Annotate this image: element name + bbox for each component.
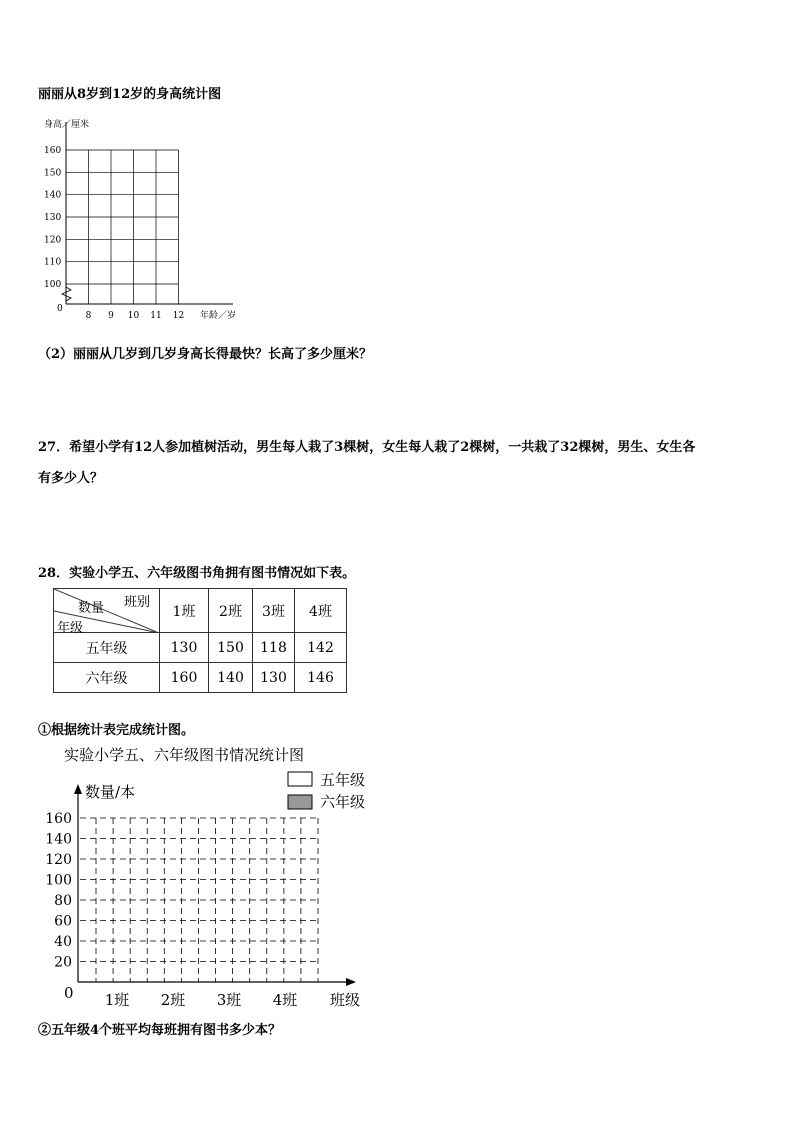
question-26-2: （2）丽丽从几岁到几岁身高长得最快？长高了多少厘米？ (38, 347, 373, 362)
chart1-y-tick-label: 110 (44, 257, 62, 268)
height-chart (30, 112, 260, 327)
chart1-x-tick-label: 9 (108, 311, 114, 321)
table-cell: 118 (253, 633, 295, 663)
table-cell: 142 (295, 633, 347, 663)
question-28-title: 28．实验小学五、六年级图书角拥有图书情况如下表。 (38, 566, 356, 581)
chart1-x-tick-label: 11 (150, 311, 162, 321)
corner-label-class: 班别 (124, 595, 151, 610)
legend-swatch-grade5 (288, 772, 312, 786)
chart2-y-axis-label: 数量/本 (85, 783, 136, 801)
chart2-x-tick-label: 2班 (160, 991, 186, 1009)
question-27-line2: 有多少人？ (38, 471, 104, 486)
chart2-x-tick-label: 3班 (216, 991, 242, 1009)
chart2-y-tick-label: 100 (45, 872, 72, 889)
chart1-x-tick-label: 10 (127, 311, 140, 321)
chart2-y-tick-label: 160 (45, 811, 72, 827)
table-cell: 146 (295, 663, 347, 693)
table-header: 3班 (253, 589, 295, 633)
chart1-y-tick-label: 140 (44, 190, 62, 201)
table-row-label: 五年级 (54, 633, 160, 663)
chart2-x-axis-label: 班级 (330, 991, 361, 1009)
chart1-x-tick-label: 8 (85, 311, 92, 321)
corner-label-quantity: 数量 (78, 601, 105, 616)
table-cell: 130 (253, 663, 295, 693)
table-cell: 140 (209, 663, 253, 693)
books-table (53, 588, 347, 693)
table-header: 2班 (209, 589, 253, 633)
table-header: 1班 (160, 589, 209, 633)
chart1-y-tick-label: 150 (44, 168, 62, 179)
chart2-y-axis-arrow (74, 784, 82, 794)
table-cell: 130 (160, 633, 209, 663)
chart2-y-tick-label: 40 (54, 934, 72, 950)
legend-swatch-grade6 (288, 795, 312, 809)
table-row (54, 633, 347, 663)
table-row (54, 663, 347, 693)
chart2-origin-label: 0 (64, 984, 74, 1002)
chart1-y-axis-label: 身高／厘米 (44, 120, 90, 130)
legend-label-grade5: 五年级 (320, 771, 366, 789)
table-row-label: 六年级 (54, 663, 160, 693)
question-28-sub1: ①根据统计表完成统计图。 (38, 723, 195, 738)
chart1-title: 丽丽从8岁到12岁的身高统计图 (38, 87, 222, 102)
chart1-y-tick-label: 160 (44, 146, 62, 156)
books-bar-chart (30, 740, 390, 1015)
table-cell: 150 (209, 633, 253, 663)
chart2-y-tick-label: 140 (45, 831, 72, 848)
question-27-line1: 27．希望小学有12人参加植树活动，男生每人栽了3棵树，女生每人栽了2棵树，一共栽了32棵树，男生、女生各 (38, 440, 696, 455)
chart2-y-tick-label: 60 (54, 913, 72, 930)
chart2-y-tick-label: 80 (54, 893, 72, 909)
chart1-y-tick-label: 130 (44, 213, 62, 223)
table-corner-cell (54, 589, 160, 636)
chart1-y-tick-label: 120 (44, 235, 62, 246)
chart2-x-tick-label: 1班 (104, 991, 130, 1009)
chart1-x-axis-label: 年龄／岁 (200, 311, 237, 321)
corner-label-grade: 年级 (57, 621, 84, 636)
chart2-x-tick-label: 4班 (272, 991, 298, 1009)
table-header: 4班 (295, 589, 347, 633)
chart2-title: 实验小学五、六年级图书情况统计图 (64, 746, 305, 764)
chart1-x-tick-label: 12 (172, 311, 185, 321)
chart1-y-tick-label: 100 (44, 280, 62, 290)
legend-label-grade6: 六年级 (320, 793, 366, 811)
chart2-y-tick-label: 120 (45, 852, 72, 868)
table-cell: 160 (160, 663, 209, 693)
chart1-origin-label: 0 (57, 304, 63, 314)
chart2-x-axis-arrow (346, 978, 356, 986)
chart2-y-tick-label: 20 (54, 954, 72, 971)
question-28-sub2: ②五年级4个班平均每班拥有图书多少本？ (38, 1023, 282, 1038)
